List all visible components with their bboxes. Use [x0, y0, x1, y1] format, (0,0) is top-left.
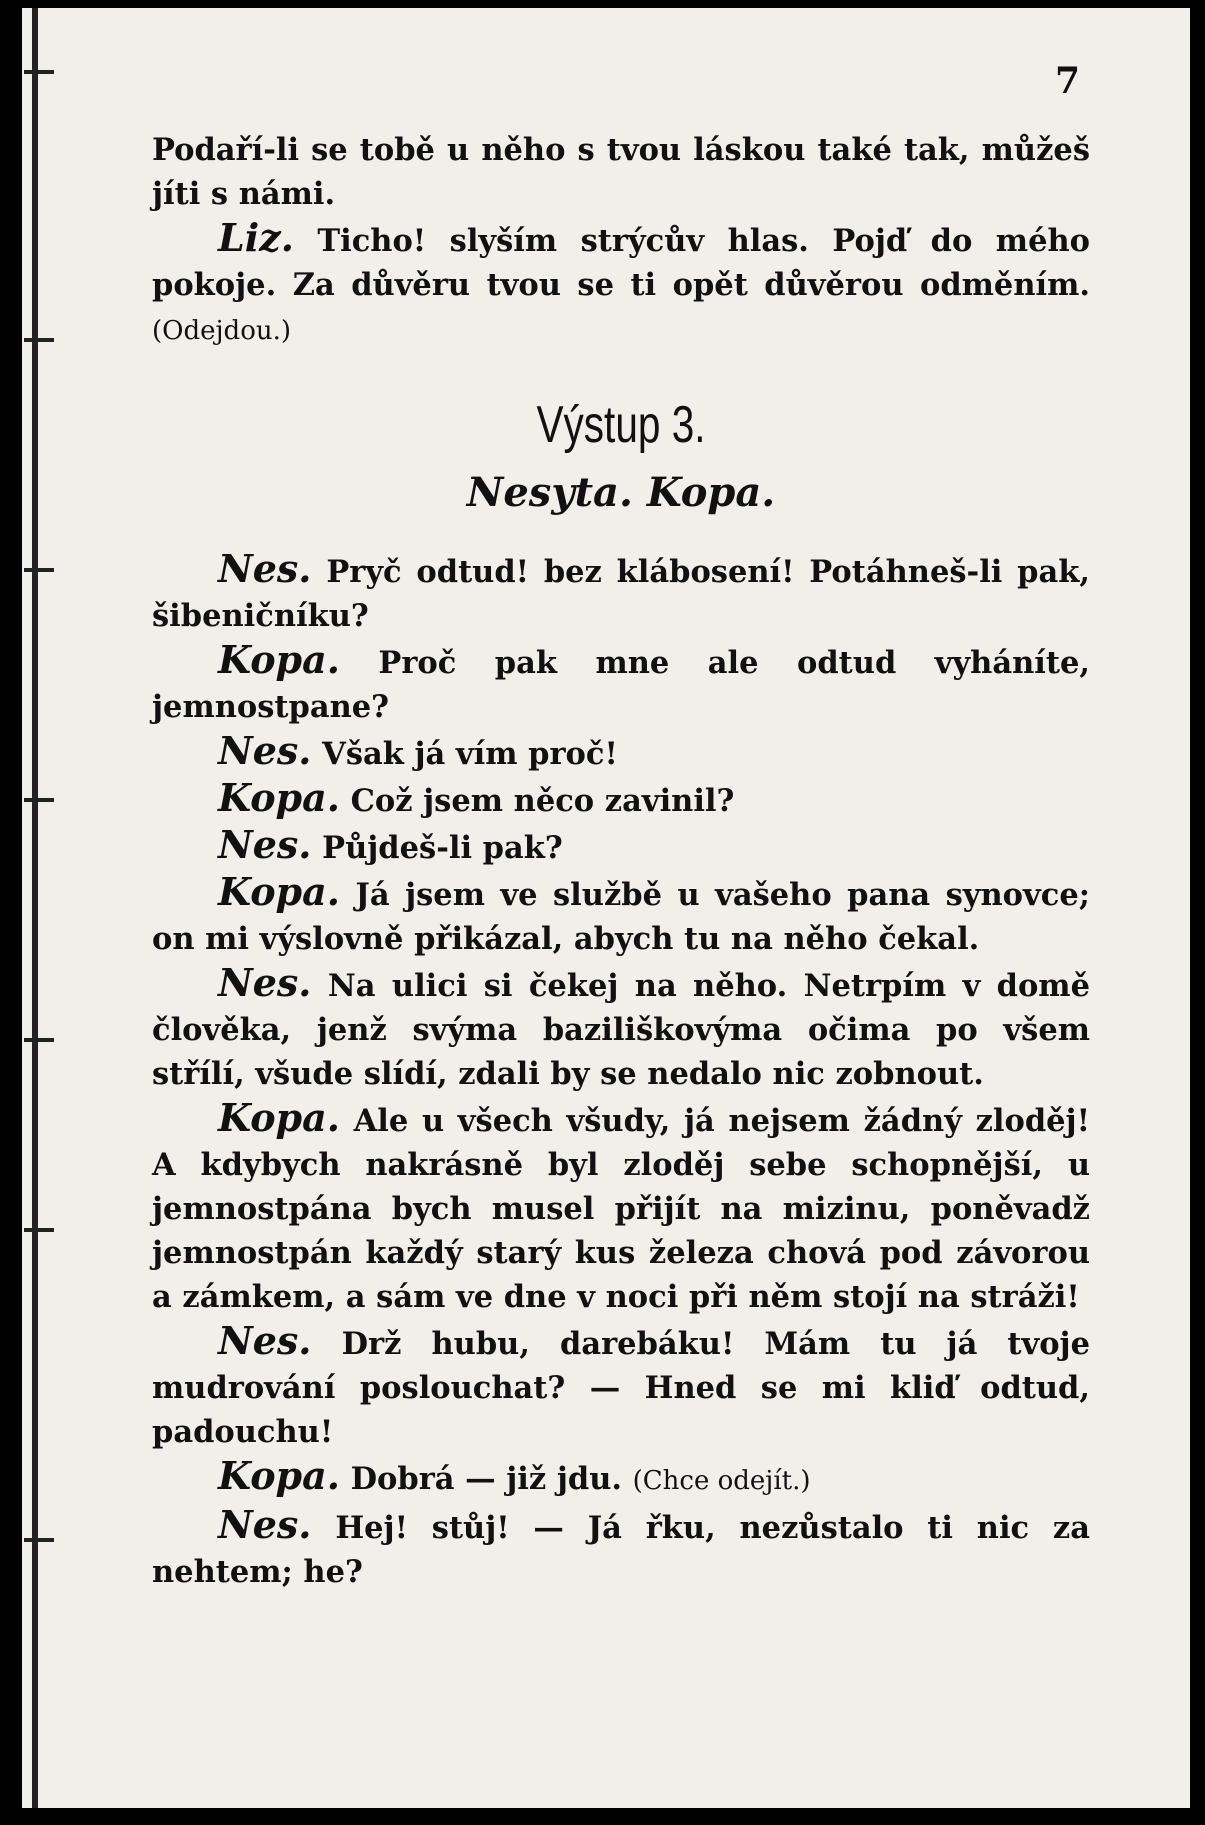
speech-kopa: [152, 776, 1090, 823]
speaker-name: Kopa.: [218, 775, 340, 820]
speech-text: Pryč odtud! bez klábosení! Potáhneš-li pak, šibeničníku?: [152, 554, 1090, 634]
binding-mark: [24, 798, 54, 802]
speaker-name: Kopa.: [218, 1453, 340, 1498]
speaker-name: Nes.: [218, 1318, 312, 1363]
binding-mark: [24, 70, 54, 74]
scene-cast: Nesyta. Kopa.: [466, 469, 776, 516]
speech-text: Ticho! slyším strýcův hlas. Pojď do mého pokoje. Za důvěru tvou se ti opět důvěrou odměním.: [152, 223, 1090, 303]
scene-title: Výstup 3.: [536, 396, 706, 454]
speaker-name: Kopa.: [218, 869, 340, 914]
stage-direction: (Odejdou.): [152, 316, 292, 346]
speech-nes: [152, 823, 1090, 870]
speaker-name: Nes.: [218, 960, 312, 1005]
speech-kopa: [152, 1096, 1090, 1319]
speech-text: Ale u všech všudy, já nejsem žádný zloděj! A kdybych nakrásně byl zloděj sebe schopnější, u jemnostpána bych musel přijít na mizinu, poněvadž jemnostpán každý starý kus železa chová pod závorou a zámkem, a sám ve dne v noci při něm stojí na stráži!: [152, 1103, 1090, 1315]
speech-text: Což jsem něco zavinil?: [339, 783, 735, 819]
speech-kopa: [152, 870, 1090, 961]
speech-text: Však já vím proč!: [311, 736, 618, 772]
speech-text: Hej! stůj! — Já řku, nezůstalo ti nic za nehtem; he?: [152, 1510, 1090, 1590]
continuation-paragraph: Podaří-li se tobě u něho s tvou láskou také tak, můžeš jíti s námi.: [152, 132, 1090, 212]
binding-mark: [24, 1228, 54, 1232]
speaker-name: Nes.: [218, 728, 312, 773]
page-number: 7: [1054, 60, 1080, 102]
speech-nes: [152, 1503, 1090, 1594]
speech-nes: [152, 961, 1090, 1096]
speech-text: Na ulici si čekej na něho. Netrpím v domě člověka, jenž svýma baziliškovýma očima po všem střílí, všude slídí, zdali by se nedalo nic zobnout.: [152, 968, 1090, 1092]
speech-text: Proč pak mne ale odtud vyháníte, jemnostpane?: [152, 645, 1090, 725]
stage-direction: (Chce odejít.): [632, 1466, 811, 1496]
speech-text: Dobrá — již jdu.: [339, 1461, 633, 1497]
page-text: [152, 128, 1090, 1594]
speech-nes: [152, 547, 1090, 638]
speech-nes: [152, 729, 1090, 776]
binding-mark: [24, 568, 54, 572]
binding-mark: [24, 338, 54, 342]
speech-text: Půjdeš-li pak?: [311, 830, 563, 866]
speech-text: Drž hubu, darebáku! Mám tu já tvoje mudrování poslouchat? — Hned se mi kliď odtud, padouchu!: [152, 1326, 1090, 1450]
binding-mark: [24, 1038, 54, 1042]
speaker-name: Nes.: [218, 822, 312, 867]
speech-nes: [152, 1319, 1090, 1454]
speaker-name: Kopa.: [218, 1095, 340, 1140]
book-page: [22, 8, 1190, 1808]
speaker-name: Nes.: [218, 546, 312, 591]
speaker-name: Liz.: [218, 215, 294, 260]
speaker-name: Kopa.: [218, 637, 340, 682]
speech-liz: [152, 216, 1090, 353]
speaker-name: Nes.: [218, 1502, 312, 1547]
binding-mark: [24, 1538, 54, 1542]
speech-kopa: [152, 638, 1090, 729]
speech-kopa: [152, 1454, 1090, 1503]
speech-text: Já jsem ve službě u vašeho pana synovce; on mi výslovně přikázal, abych tu na něho čekal.: [152, 877, 1090, 957]
